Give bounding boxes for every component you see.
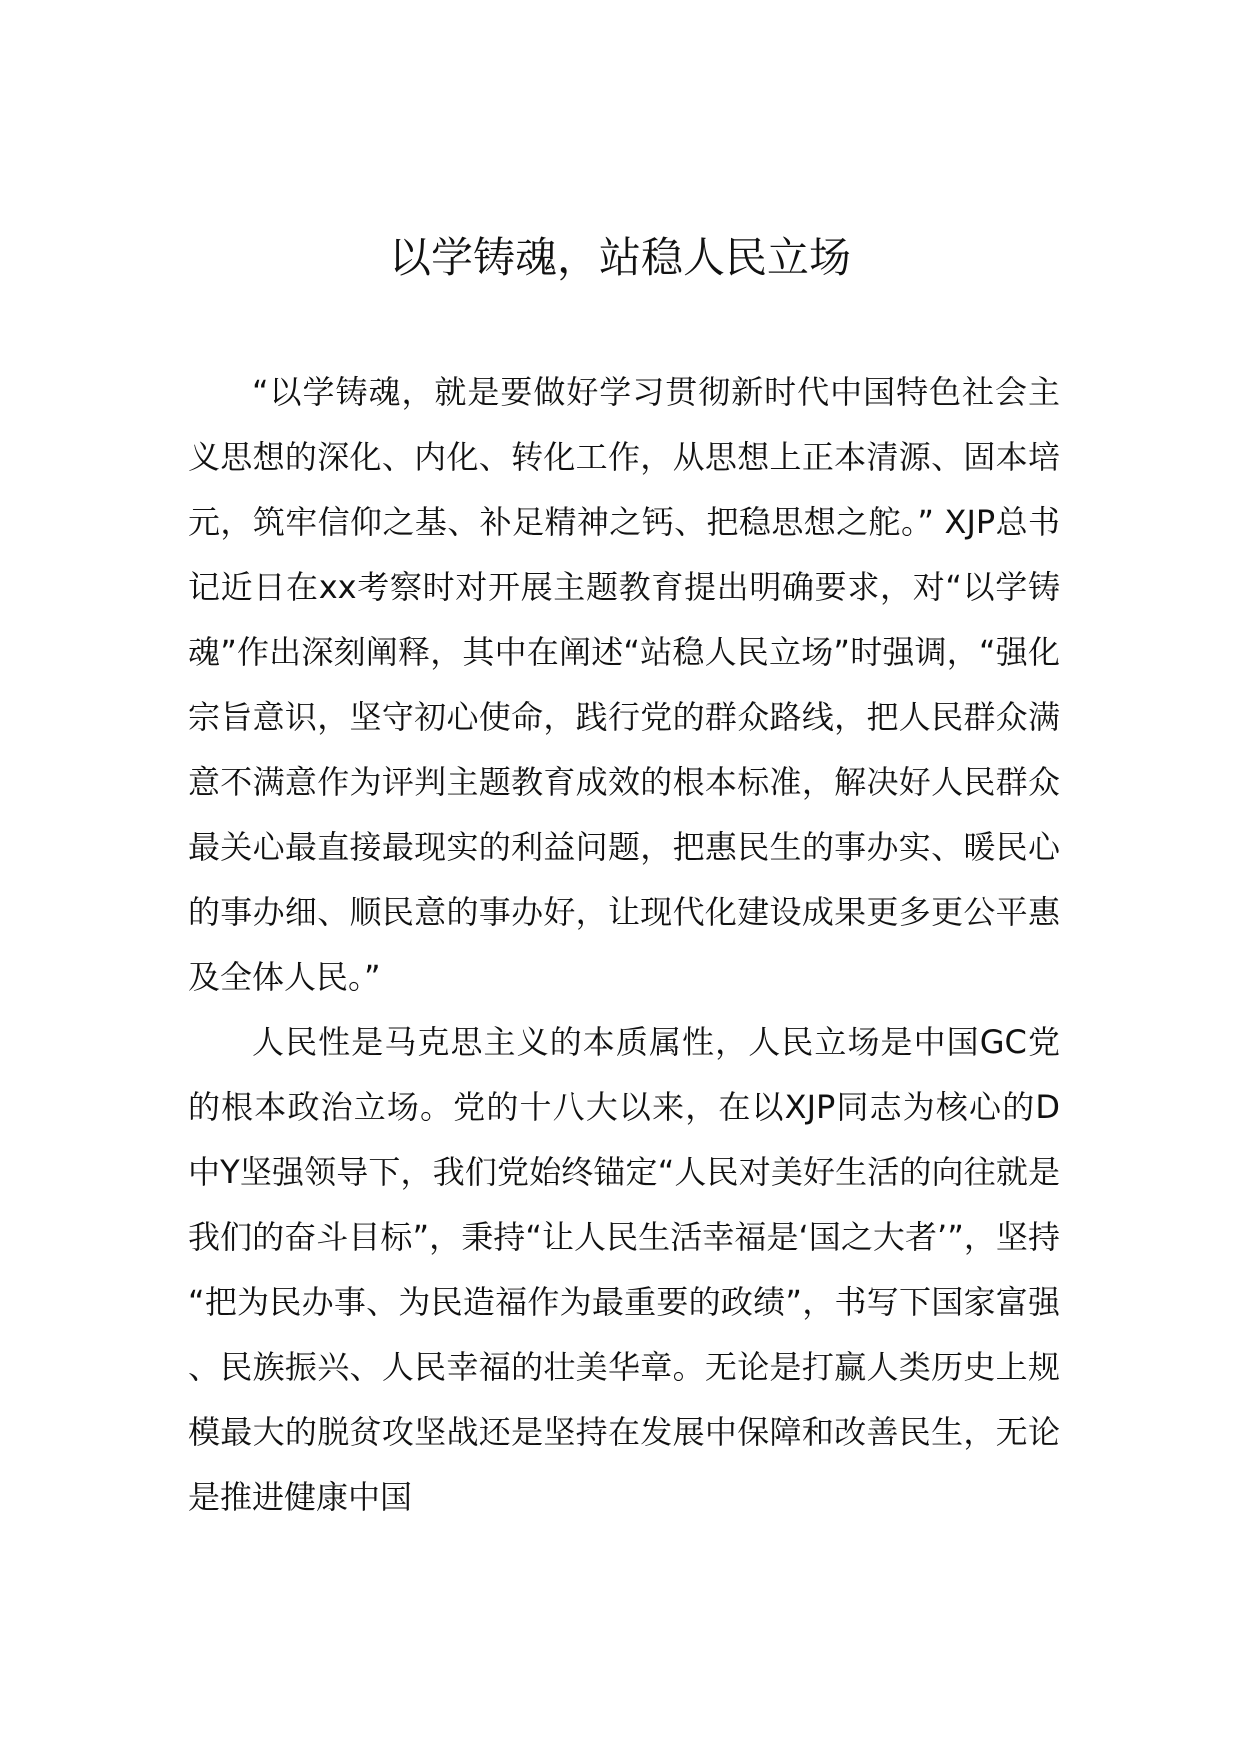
- document-body: [188, 360, 1060, 1530]
- paragraph-2: 人民性是马克思主义的本质属性，人民立场是中国GC党的根本政治立场。党的十八大以来，在以XJP同志为核心的D中Y坚强领导下，我们党始终锚定“人民对美好生活的向往就是我们的奋斗目标”，秉持“让人民生活幸福是‘国之大者’”，坚持“把为民办事、为民造福作为最重要的政绩”，书写下国家富强、民族振兴、人民幸福的壮美华章。无论是打赢人类历史上规模最大的脱贫攻坚战还是坚持在发展中保障和改善民生，无论是推进健康中国: [188, 1023, 1060, 1516]
- paragraph-1: “以学铸魂，就是要做好学习贯彻新时代中国特色社会主义思想的深化、内化、转化工作，从思想上正本清源、固本培元，筑牢信仰之基、补足精神之钙、把稳思想之舵。” XJP总书记近日在xx考察时对开展主题教育提出明确要求，对“以学铸魂”作出深刻阐释，其中在阐述“站稳人民立场”时强调，“强化宗旨意识，坚守初心使命，践行党的群众路线，把人民群众满意不满意作为评判主题教育成效的根本标准，解决好人民群众最关心最直接最现实的利益问题，把惠民生的事办实、暖民心的事办细、顺民意的事办好，让现代化建设成果更多更公平惠及全体人民。”: [188, 373, 1060, 996]
- page-title: 以学铸魂，站稳人民立场: [388, 233, 851, 282]
